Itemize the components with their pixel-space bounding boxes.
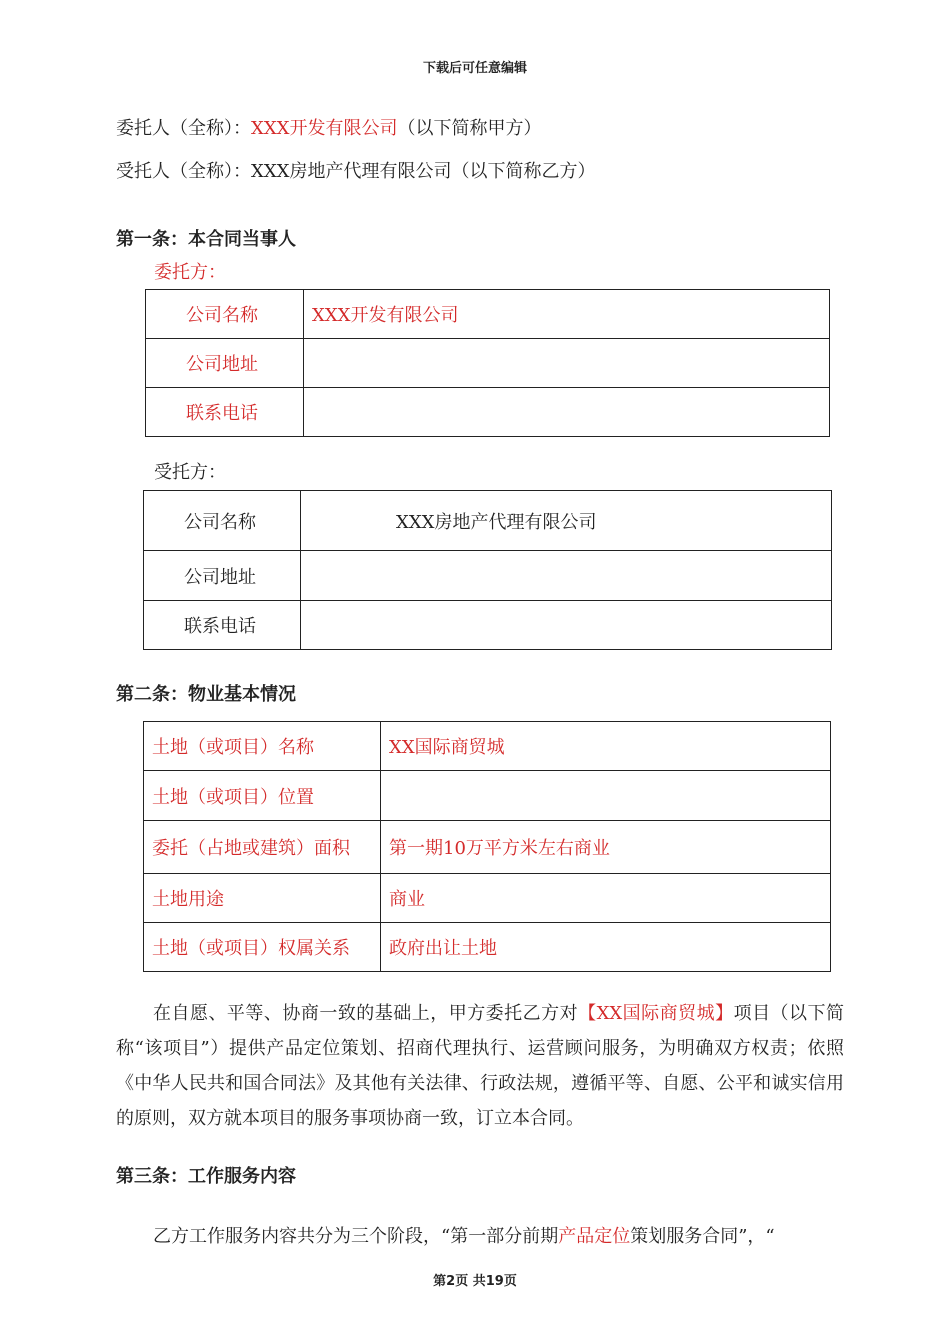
table-row — [144, 491, 832, 551]
project-location-value — [381, 771, 831, 821]
principal-label: 委托人（全称）： — [116, 118, 251, 139]
table-row — [146, 290, 830, 339]
table-row — [144, 601, 832, 650]
land-use-value: 商业 — [381, 874, 831, 923]
principal-heading: 委托方： — [154, 262, 226, 283]
agent-name-label: 公司名称 — [144, 491, 301, 551]
principal-name: XXX开发有限公司 — [251, 118, 398, 139]
principal-line — [116, 114, 541, 140]
ownership-value: 政府出让土地 — [381, 923, 831, 972]
project-location-label: 土地（或项目）位置 — [144, 771, 381, 821]
article2-title: 第二条：物业基本情况 — [116, 684, 296, 705]
principal-suffix: （以下简称甲方） — [397, 118, 542, 139]
article2-para-before: 在自愿、平等、协商一致的基础上，甲方委托乙方对 — [153, 1003, 579, 1024]
agent-address-label: 公司地址 — [144, 551, 301, 601]
article2-paragraph — [116, 996, 844, 1136]
agent-table — [143, 490, 832, 650]
principal-phone-label: 联系电话 — [146, 388, 304, 437]
agent-address-value — [301, 551, 832, 601]
principal-name-label: 公司名称 — [146, 290, 304, 339]
table-row — [144, 722, 831, 771]
table-row — [144, 771, 831, 821]
table-row — [144, 923, 831, 972]
article3-paragraph — [116, 1219, 844, 1254]
agent-label: 受托人（全称）： — [116, 161, 251, 182]
agent-phone-value — [301, 601, 832, 650]
agent-name: XXX房地产代理有限公司 — [251, 161, 452, 182]
agent-line — [116, 157, 595, 183]
project-name-highlight: 【XX国际商贸城】 — [578, 1003, 734, 1024]
principal-table — [145, 289, 830, 437]
article3-para-after: 策划服务合同”，“ — [630, 1226, 775, 1247]
property-table — [143, 721, 831, 972]
table-row — [146, 339, 830, 388]
project-area-label: 委托（占地或建筑）面积 — [144, 821, 381, 874]
principal-phone-value — [304, 388, 830, 437]
page-footer: 第2页 共19页 — [433, 1274, 517, 1289]
article3-title: 第三条：工作服务内容 — [116, 1166, 296, 1187]
table-row — [144, 821, 831, 874]
agent-suffix: （以下简称乙方） — [451, 161, 596, 182]
agent-phone-label: 联系电话 — [144, 601, 301, 650]
principal-address-label: 公司地址 — [146, 339, 304, 388]
article3-para-before: 乙方工作服务内容共分为三个阶段，“第一部分前期 — [153, 1226, 559, 1247]
project-name-label: 土地（或项目）名称 — [144, 722, 381, 771]
land-use-label: 土地用途 — [144, 874, 381, 923]
table-row — [144, 551, 832, 601]
principal-name-value: XXX开发有限公司 — [304, 290, 830, 339]
page-header: 下载后可任意编辑 — [422, 61, 527, 76]
ownership-label: 土地（或项目）权属关系 — [144, 923, 381, 972]
project-area-value: 第一期10万平方米左右商业 — [381, 821, 831, 874]
agent-heading: 受托方： — [154, 462, 226, 483]
article2-para-after: 项目（以下简称“该项目”）提供产品定位策划、招商代理执行、运营顾问服务，为明确双方权责；依照《中华人民共和国合同法》及其他有关法律、行政法规，遵循平等、自愿、公平和诚实信用的原则，双方就本项目的服务事项协商一致，订立本合同。 — [116, 1003, 845, 1129]
project-name-value: XX国际商贸城 — [381, 722, 831, 771]
article1-title: 第一条：本合同当事人 — [116, 229, 296, 250]
agent-name-value: XXX房地产代理有限公司 — [301, 491, 832, 551]
product-positioning-highlight: 产品定位 — [558, 1226, 631, 1247]
table-row — [144, 874, 831, 923]
principal-address-value — [304, 339, 830, 388]
table-row — [146, 388, 830, 437]
